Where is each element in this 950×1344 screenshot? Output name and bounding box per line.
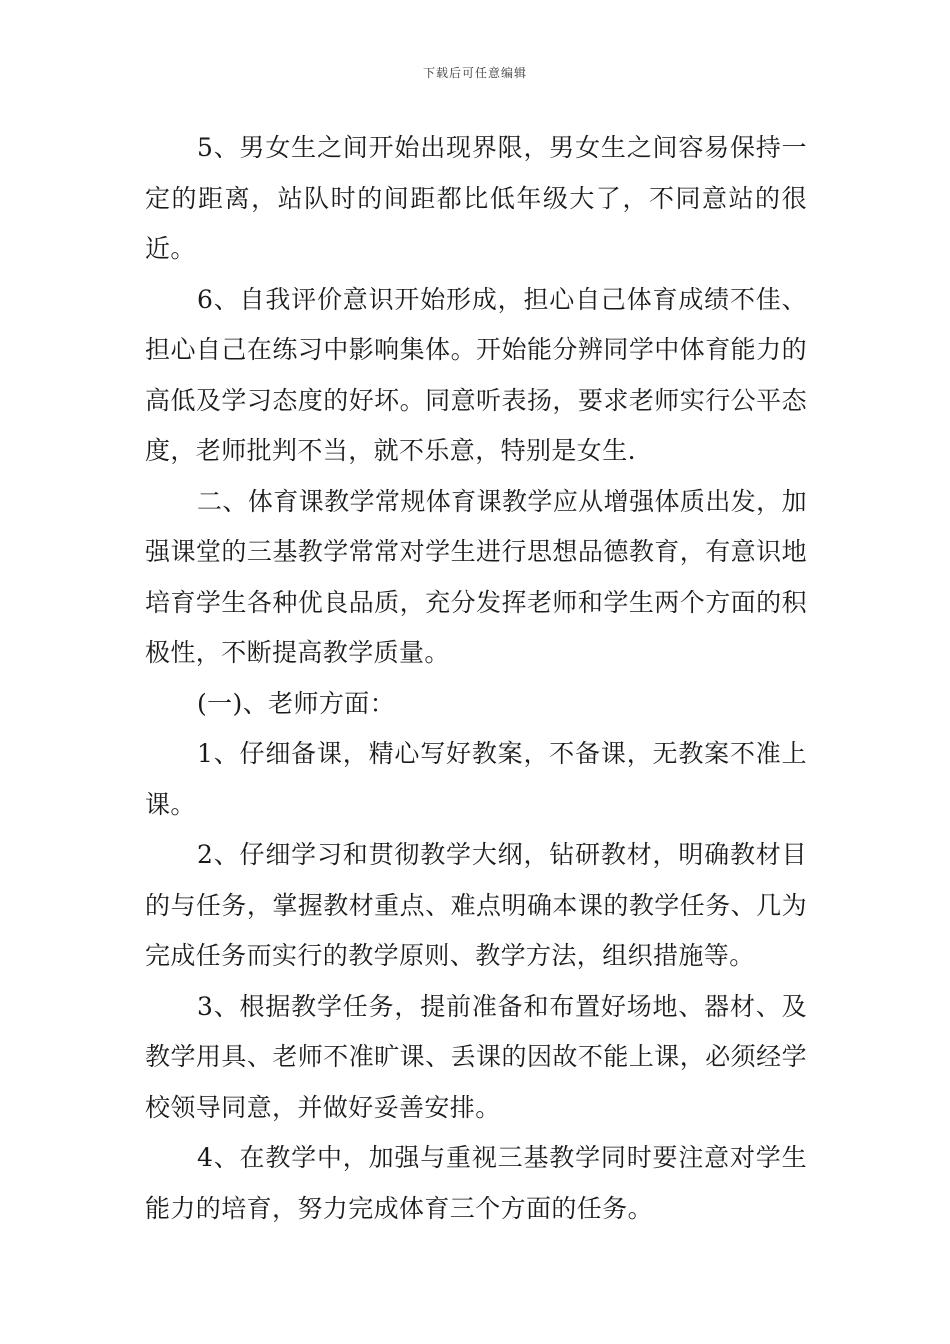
- paragraph-subsection-teacher: (一)、老师方面：: [197, 688, 396, 718]
- document-body: [145, 123, 807, 1234]
- paragraph-section-2-heading: 二、体育课教学常规体育课教学应从增强体质出发，加强课堂的三基教学常常对学生进行思想品德教育，有意识地培育学生各种优良品质，充分发挥老师和学生两个方面的积极性，不断提高教学质量。: [145, 486, 807, 667]
- paragraph-item-6: 6、自我评价意识开始形成，担心自己体育成绩不佳、担心自己在练习中影响集体。开始能分辨同学中体育能力的高低及学习态度的好坏。同意听表扬，要求老师实行公平态度，老师批判不当，就不乐意，特别是女生.: [145, 284, 807, 465]
- paragraph-item-5: 5、男女生之间开始出现界限，男女生之间容易保持一定的距离，站队时的间距都比低年级大了，不同意站的很近。: [145, 133, 807, 263]
- paragraph-teacher-item-1: 1、仔细备课，精心写好教案，不备课，无教案不准上课。: [145, 739, 807, 819]
- page-header: 下载后可任意编辑: [422, 66, 527, 80]
- paragraph-teacher-item-4: 4、在教学中，加强与重视三基教学同时要注意对学生能力的培育，努力完成体育三个方面的任务。: [145, 1143, 807, 1223]
- paragraph-teacher-item-2: 2、仔细学习和贯彻教学大纲，钻研教材，明确教材目的与任务，掌握教材重点、难点明确本课的教学任务、几为完成任务而实行的教学原则、教学方法，组织措施等。: [145, 840, 807, 970]
- paragraph-teacher-item-3: 3、根据教学任务，提前准备和布置好场地、器材、及教学用具、老师不准旷课、丢课的因故不能上课，必须经学校领导同意，并做好妥善安排。: [145, 991, 807, 1122]
